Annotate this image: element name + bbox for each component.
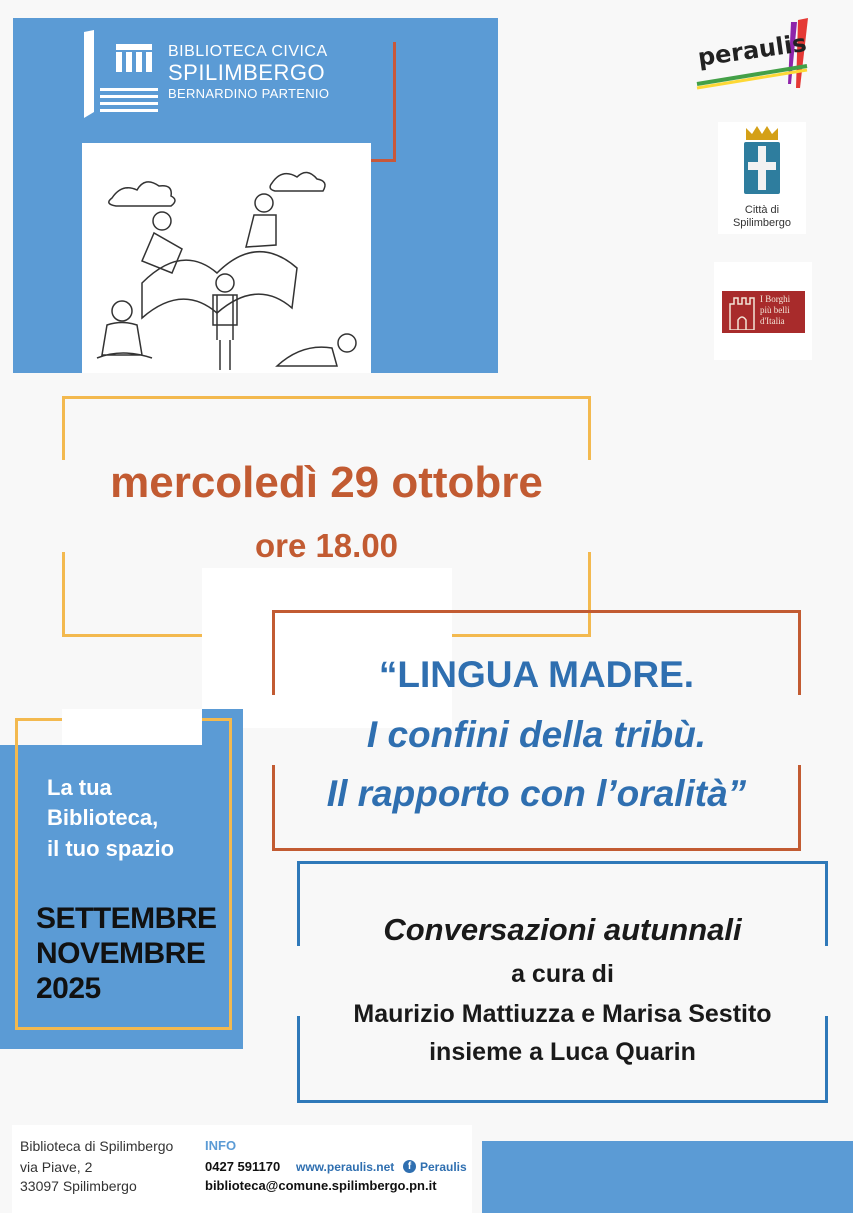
library-logo-icon (80, 30, 170, 120)
season-month-end: NOVEMBRE (36, 937, 206, 970)
info-label: INFO (205, 1138, 237, 1153)
library-name-line2: SPILIMBERGO (168, 60, 326, 85)
season-year: 2025 (36, 972, 101, 1005)
address-line3: 33097 Spilimbergo (20, 1178, 137, 1194)
city-caption-line1: Città di (744, 204, 780, 216)
curator-names: Maurizio Mattiuzza e Marisa Sestito (353, 1000, 772, 1028)
event-date: mercoledì 29 ottobre (110, 458, 543, 507)
footer-blue-bar (482, 1141, 853, 1213)
event-title-line2: I confini della tribù. (366, 714, 707, 755)
phone-number[interactable]: 0427 591170 (205, 1159, 281, 1174)
event-title-line3: Il rapporto con l’oralità” (326, 773, 747, 814)
curated-by-label: a cura di (511, 960, 614, 988)
castle-tower-icon (728, 296, 756, 330)
library-name-line1: BIBLIOTECA CIVICA (168, 43, 328, 60)
peraulis-wordmark: peraulis (696, 28, 809, 72)
city-caption-line2: Spilimbergo (732, 217, 792, 229)
city-crest-caption (718, 204, 806, 230)
borghi-line2: più belli (760, 305, 790, 315)
borghi-text (760, 294, 804, 327)
library-name-line3: BERNARDINO PARTENIO (168, 86, 330, 101)
guest-name: insieme a Luca Quarin (429, 1038, 696, 1066)
season-slogan-line1: La tua (47, 775, 112, 800)
facebook-link[interactable]: Peraulis (420, 1160, 467, 1174)
email-link[interactable]: biblioteca@comune.spilimbergo.pn.it (205, 1178, 437, 1193)
city-crest-icon (740, 124, 784, 196)
season-slogan-line2: Biblioteca, (47, 805, 159, 830)
address-line1: Biblioteca di Spilimbergo (20, 1138, 174, 1154)
date-frame-top (62, 396, 591, 460)
facebook-icon: f (403, 1160, 416, 1173)
season-slogan-line3: il tuo spazio (47, 836, 175, 861)
reading-people-illustration (82, 143, 371, 373)
website-link[interactable]: www.peraulis.net (296, 1160, 395, 1174)
address-line2: via Piave, 2 (20, 1159, 93, 1175)
season-white-notch (62, 709, 202, 745)
borghi-line3: d'Italia (760, 316, 785, 326)
event-time: ore 18.00 (254, 527, 399, 564)
series-title: Conversazioni autunnali (383, 912, 742, 947)
season-month-start: SETTEMBRE (36, 902, 217, 935)
event-title-line1: “LINGUA MADRE. (378, 654, 695, 695)
borghi-line1: I Borghi (760, 294, 791, 304)
